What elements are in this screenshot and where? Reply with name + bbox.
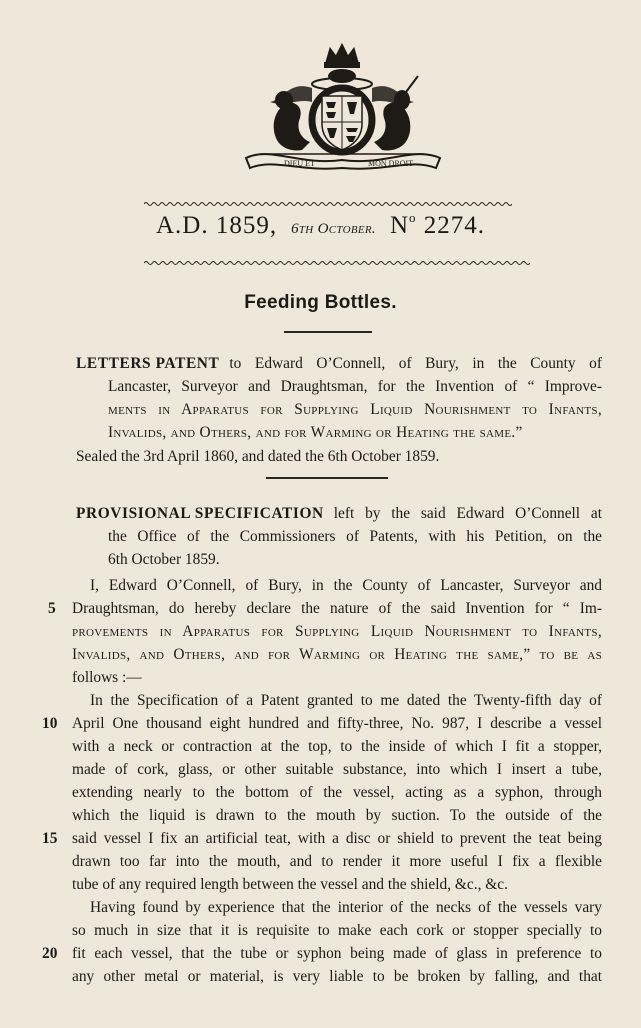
body-line: Draughtsman, do hereby declare the nature of the said Invention for “ Im- bbox=[72, 600, 602, 617]
body-line: which the liquid is drawn to the mouth by suction. To the outside of the bbox=[72, 807, 602, 824]
body-line: Having found by experience that the interior of the necks of the vessels vary bbox=[90, 899, 602, 916]
margin-line-number: 10 bbox=[42, 715, 58, 732]
letters-patent-line-2: Lancaster, Surveyor and Draughtsman, for the Invention of “ Improve- bbox=[108, 378, 602, 395]
body-line: In the Specification of a Patent granted to me dated the Twenty-fifth day of bbox=[90, 692, 602, 709]
dateline-date: 6th October. bbox=[291, 221, 376, 237]
royal-coat-of-arms-icon bbox=[240, 40, 445, 172]
margin-line-number: 5 bbox=[48, 600, 56, 617]
body-line: extending nearly to the bottom of the vessel, acting as a syphon, through bbox=[72, 784, 602, 801]
body-line: follows :— bbox=[72, 669, 142, 686]
provisional-line-2: the Office of the Commissioners of Patents, with his Petition, on the bbox=[108, 528, 602, 545]
body-line: April One thousand eight hundred and fifty-three, No. 987, I describe a vessel bbox=[72, 715, 602, 732]
letters-patent-heading: LETTERS PATENT bbox=[76, 355, 220, 372]
provisional-line-1: PROVISIONAL SPECIFICATION left by the said Edward O’Connell at bbox=[76, 502, 602, 525]
motto-left: DIEU ET bbox=[284, 159, 315, 168]
letters-patent-line-3: ments in Apparatus for Supplying Liquid Nourishment to Infants, bbox=[108, 401, 602, 418]
body-line: provements in Apparatus for Supplying Liquid Nourishment to Infants, bbox=[72, 623, 602, 640]
body-line: any other metal or material, is very liable to be broken by falling, and that bbox=[72, 968, 602, 985]
patent-number: 2274. bbox=[423, 212, 486, 239]
body-line: said vessel I fix an artificial teat, with a disc or shield to prevent the teat being bbox=[72, 830, 602, 847]
provisional-heading: PROVISIONAL SPECIFICATION bbox=[76, 505, 324, 522]
document-title: Feeding Bottles. bbox=[244, 292, 397, 313]
body-line: fit each vessel, that the tube or syphon being made of glass in preference to bbox=[72, 945, 602, 962]
margin-line-number: 20 bbox=[42, 945, 58, 962]
patent-number-label: $N^o$ bbox=[389, 210, 417, 239]
dateline-year: A.D. 1859, bbox=[155, 212, 278, 239]
body-line: so much in size that it is requisite to make each cork or stopper specially to bbox=[72, 922, 602, 939]
letters-patent-line-4: Invalids, and Others, and for Warming or Heating the same.” bbox=[108, 424, 523, 441]
section-divider bbox=[266, 477, 388, 479]
body-line: with a neck or contraction at the top, to the inside of which I fit a stopper, bbox=[72, 738, 602, 755]
ornamental-rule-top bbox=[144, 201, 512, 207]
body-line: made of cork, glass, or other suitable substance, into which I insert a tube, bbox=[72, 761, 602, 778]
margin-line-number: 15 bbox=[42, 830, 58, 847]
sealed-date: Sealed the 3rd April 1860, and dated the 6th October 1859. bbox=[76, 448, 440, 465]
body-line: tube of any required length between the vessel and the shield, &c., &c. bbox=[72, 876, 508, 893]
dateline bbox=[0, 210, 641, 240]
body-line: I, Edward O’Connell, of Bury, in the County of Lancaster, Surveyor and bbox=[90, 577, 602, 594]
letters-patent-line-1: LETTERS PATENT to Edward O’Connell, of Bury, in the County of bbox=[76, 352, 602, 375]
body-line: Invalids, and Others, and for Warming or Heating the same,” to be as bbox=[72, 646, 602, 663]
body-line: drawn too far into the mouth, and to render it more useful I fix a flexible bbox=[72, 853, 602, 870]
motto-right: MON DROIT bbox=[368, 159, 414, 168]
provisional-line-3: 6th October 1859. bbox=[108, 551, 220, 568]
ornamental-rule-bottom bbox=[144, 260, 530, 266]
title-divider bbox=[284, 331, 372, 333]
